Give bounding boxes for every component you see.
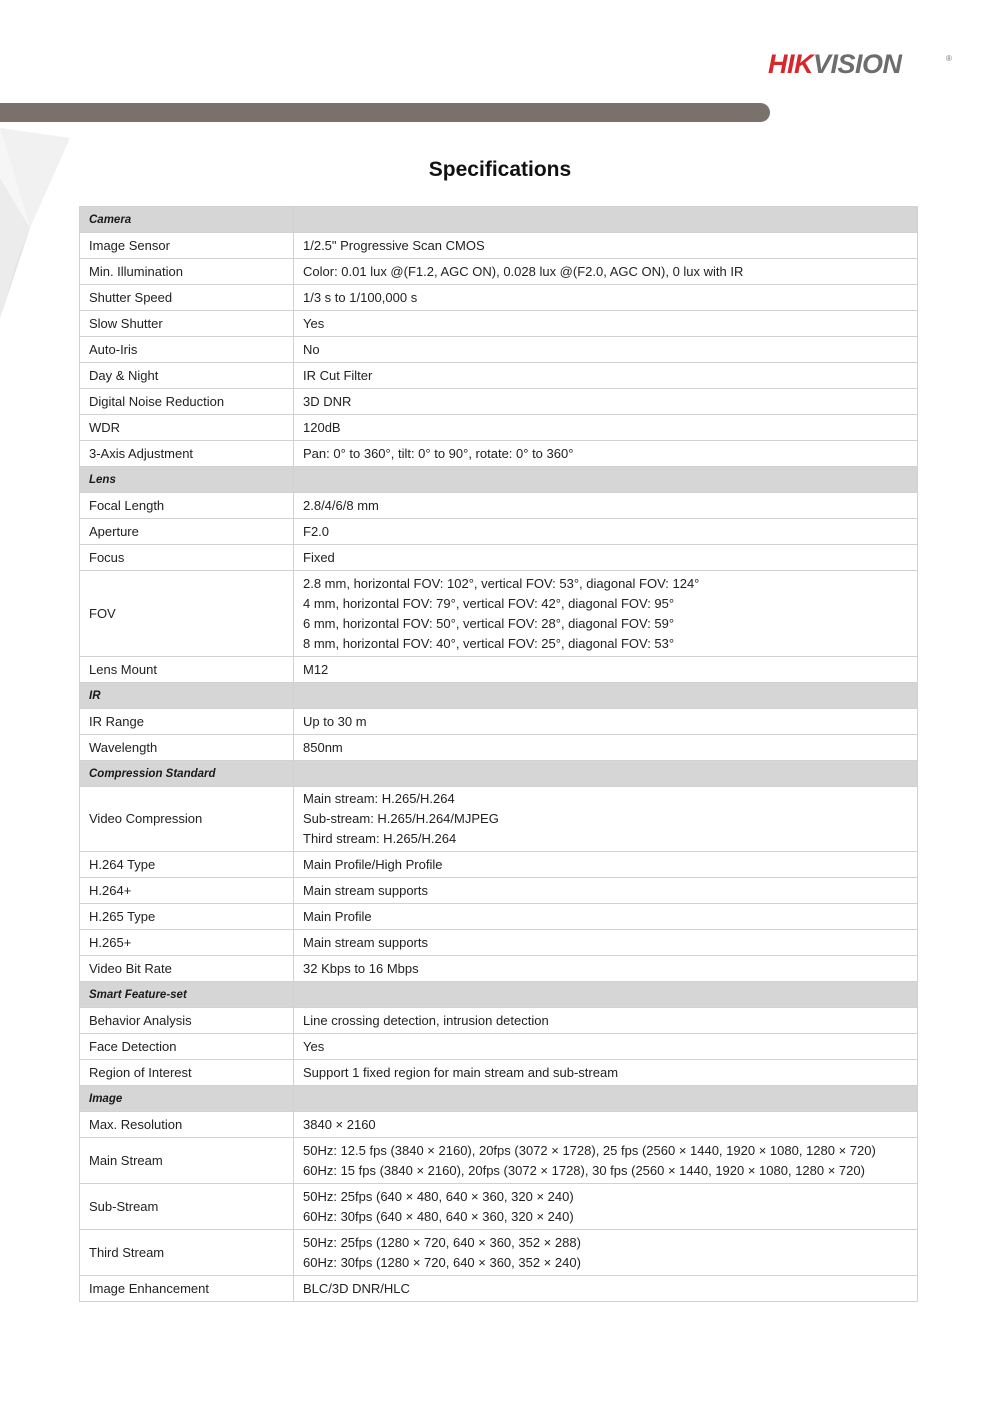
spec-value <box>294 904 918 930</box>
spec-value <box>294 930 918 956</box>
spec-value <box>294 571 918 657</box>
spec-value-line: 4 mm, horizontal FOV: 79°, vertical FOV: 42°, diagonal FOV: 95° <box>303 595 675 611</box>
spec-value <box>294 657 918 683</box>
hikvision-logo <box>768 47 958 81</box>
header-banner <box>0 103 770 122</box>
spec-value <box>294 441 918 467</box>
spec-key: Wavelength <box>80 735 294 761</box>
spec-row <box>80 571 918 657</box>
spec-key: Video Bit Rate <box>80 956 294 982</box>
spec-value <box>294 233 918 259</box>
spec-key: Lens Mount <box>80 657 294 683</box>
section-title: Image <box>80 1086 294 1112</box>
spec-row <box>80 285 918 311</box>
spec-value-line: Up to 30 m <box>303 713 367 729</box>
spec-key: Main Stream <box>80 1138 294 1184</box>
spec-key: Day & Night <box>80 363 294 389</box>
spec-value-line: IR Cut Filter <box>303 367 373 383</box>
spec-key: Behavior Analysis <box>80 1008 294 1034</box>
spec-value-line: Sub-stream: H.265/H.264/MJPEG <box>303 811 499 826</box>
spec-value-line: 120dB <box>303 419 341 435</box>
spec-value <box>294 259 918 285</box>
spec-value-line: Color: 0.01 lux @(F1.2, AGC ON), 0.028 lux @(F2.0, AGC ON), 0 lux with IR <box>303 263 744 279</box>
spec-row <box>80 878 918 904</box>
spec-row <box>80 519 918 545</box>
spec-row <box>80 415 918 441</box>
spec-value <box>294 337 918 363</box>
spec-key: Focus <box>80 545 294 571</box>
svg-text:HIKVISION: HIKVISION <box>768 49 902 79</box>
section-header <box>80 467 918 493</box>
spec-key: Aperture <box>80 519 294 545</box>
spec-value-line: Support 1 fixed region for main stream and sub-stream <box>303 1064 619 1080</box>
spec-key: Auto-Iris <box>80 337 294 363</box>
spec-value <box>294 1230 918 1276</box>
spec-value <box>294 956 918 982</box>
spec-row <box>80 311 918 337</box>
spec-value-line: Main Profile <box>303 908 372 924</box>
spec-key: FOV <box>80 571 294 657</box>
section-header-blank <box>294 683 918 709</box>
spec-key: IR Range <box>80 709 294 735</box>
spec-key: H.264 Type <box>80 852 294 878</box>
spec-value-line: 1/2.5" Progressive Scan CMOS <box>303 237 485 253</box>
spec-value-line: No <box>303 341 320 357</box>
spec-row <box>80 852 918 878</box>
spec-value-line: 2.8 mm, horizontal FOV: 102°, vertical FOV: 53°, diagonal FOV: 124° <box>303 575 700 591</box>
section-header <box>80 1086 918 1112</box>
section-title: Compression Standard <box>80 761 294 787</box>
section-title: IR <box>80 683 294 709</box>
spec-row <box>80 233 918 259</box>
spec-value <box>294 852 918 878</box>
section-title: Camera <box>80 207 294 233</box>
spec-key: Face Detection <box>80 1034 294 1060</box>
spec-value-line: 60Hz: 30fps (640 × 480, 640 × 360, 320 × 240) <box>303 1208 574 1224</box>
spec-key: Min. Illumination <box>80 259 294 285</box>
spec-value-line: 1/3 s to 1/100,000 s <box>303 289 418 305</box>
spec-key: Max. Resolution <box>80 1112 294 1138</box>
spec-value-line: Yes <box>303 1038 325 1054</box>
spec-value <box>294 519 918 545</box>
spec-value <box>294 1034 918 1060</box>
spec-key: Third Stream <box>80 1230 294 1276</box>
section-header <box>80 761 918 787</box>
spec-value-line: Fixed <box>303 549 335 565</box>
spec-key: H.265 Type <box>80 904 294 930</box>
spec-row <box>80 1184 918 1230</box>
spec-value <box>294 285 918 311</box>
spec-row <box>80 735 918 761</box>
spec-row <box>80 930 918 956</box>
spec-row <box>80 545 918 571</box>
spec-value <box>294 1060 918 1086</box>
spec-value-line: 32 Kbps to 16 Mbps <box>303 960 419 976</box>
spec-value-line: 50Hz: 25fps (640 × 480, 640 × 360, 320 × 240) <box>303 1188 574 1204</box>
spec-value-line: Third stream: H.265/H.264 <box>303 831 457 846</box>
spec-row <box>80 1060 918 1086</box>
spec-key: H.264+ <box>80 878 294 904</box>
spec-value-line: 3840 × 2160 <box>303 1116 376 1132</box>
spec-row <box>80 1230 918 1276</box>
section-header <box>80 207 918 233</box>
spec-row <box>80 259 918 285</box>
spec-key: Digital Noise Reduction <box>80 389 294 415</box>
spec-value <box>294 363 918 389</box>
spec-value-line: 50Hz: 25fps (1280 × 720, 640 × 360, 352 × 288) <box>303 1234 581 1250</box>
spec-row <box>80 1112 918 1138</box>
spec-row <box>80 1276 918 1302</box>
section-header <box>80 982 918 1008</box>
spec-key: H.265+ <box>80 930 294 956</box>
section-title: Lens <box>80 467 294 493</box>
spec-row <box>80 337 918 363</box>
page-title: Specifications <box>428 158 572 181</box>
spec-value <box>294 878 918 904</box>
spec-value <box>294 1138 918 1184</box>
spec-value-line: 850nm <box>303 739 343 755</box>
spec-value <box>294 709 918 735</box>
section-header-blank <box>294 982 918 1008</box>
decorative-triangles <box>0 118 80 328</box>
spec-value-line: Main stream supports <box>303 934 428 950</box>
spec-key: Region of Interest <box>80 1060 294 1086</box>
spec-row <box>80 1138 918 1184</box>
spec-key: Slow Shutter <box>80 311 294 337</box>
spec-value-line: 60Hz: 15 fps (3840 × 2160), 20fps (3072 × 1728), 30 fps (2560 × 1440, 1920 × 1080, 1280 × 720) <box>303 1162 865 1178</box>
spec-row <box>80 1034 918 1060</box>
spec-row <box>80 709 918 735</box>
spec-row <box>80 441 918 467</box>
spec-key: Image Enhancement <box>80 1276 294 1302</box>
section-header <box>80 683 918 709</box>
spec-key: 3-Axis Adjustment <box>80 441 294 467</box>
spec-key: Image Sensor <box>80 233 294 259</box>
spec-key: Sub-Stream <box>80 1184 294 1230</box>
spec-key: WDR <box>80 415 294 441</box>
spec-value-line: Yes <box>303 315 325 331</box>
spec-value <box>294 545 918 571</box>
spec-value-line: 2.8/4/6/8 mm <box>303 497 379 513</box>
section-header-blank <box>294 1086 918 1112</box>
section-header-blank <box>294 761 918 787</box>
spec-row <box>80 493 918 519</box>
spec-key: Video Compression <box>80 787 294 852</box>
spec-value-line: BLC/3D DNR/HLC <box>303 1280 410 1296</box>
spec-value-line: Main stream: H.265/H.264 <box>303 791 455 806</box>
spec-value-line: 50Hz: 12.5 fps (3840 × 2160), 20fps (3072 × 1728), 25 fps (2560 × 1440, 1920 × 1080, 1280 × 720) <box>303 1142 876 1158</box>
spec-value <box>294 311 918 337</box>
spec-value-line: M12 <box>303 661 329 677</box>
spec-row <box>80 956 918 982</box>
spec-value-line: Main stream supports <box>303 882 428 898</box>
section-header-blank <box>294 467 918 493</box>
spec-value-line: Line crossing detection, intrusion detection <box>303 1012 549 1028</box>
spec-row <box>80 1008 918 1034</box>
section-header-blank <box>294 207 918 233</box>
spec-row <box>80 657 918 683</box>
spec-value <box>294 735 918 761</box>
spec-value-line: Pan: 0° to 360°, tilt: 0° to 90°, rotate: 0° to 360° <box>303 445 574 461</box>
spec-value-line: F2.0 <box>303 523 330 539</box>
svg-text:®: ® <box>946 54 952 63</box>
section-title: Smart Feature-set <box>80 982 294 1008</box>
spec-row <box>80 389 918 415</box>
spec-value-line: 3D DNR <box>303 393 352 409</box>
spec-value <box>294 1008 918 1034</box>
specifications-table <box>79 206 918 1302</box>
spec-row <box>80 363 918 389</box>
spec-value <box>294 1184 918 1230</box>
spec-value-line: Main Profile/High Profile <box>303 856 443 872</box>
spec-key: Shutter Speed <box>80 285 294 311</box>
spec-value-line: 60Hz: 30fps (1280 × 720, 640 × 360, 352 × 240) <box>303 1254 581 1270</box>
spec-value <box>294 415 918 441</box>
spec-value <box>294 1112 918 1138</box>
spec-value <box>294 493 918 519</box>
spec-value-line: 8 mm, horizontal FOV: 40°, vertical FOV: 25°, diagonal FOV: 53° <box>303 635 675 651</box>
spec-key: Focal Length <box>80 493 294 519</box>
spec-row <box>80 904 918 930</box>
spec-value <box>294 389 918 415</box>
spec-value <box>294 787 918 852</box>
spec-value-line: 6 mm, horizontal FOV: 50°, vertical FOV: 28°, diagonal FOV: 59° <box>303 615 675 631</box>
spec-value <box>294 1276 918 1302</box>
spec-row <box>80 787 918 852</box>
